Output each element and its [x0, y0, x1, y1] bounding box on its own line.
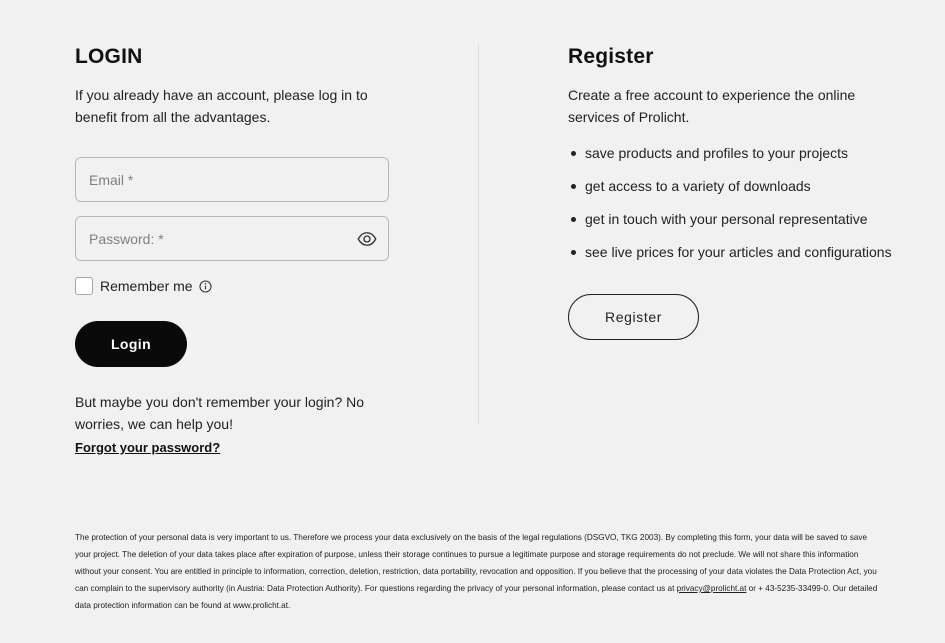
register-button[interactable]: Register [568, 294, 699, 340]
list-item: get in touch with your personal representative [568, 210, 908, 228]
info-icon[interactable] [199, 280, 212, 293]
login-section [75, 44, 395, 457]
privacy-text-end: or + 43-5235-33499-0. Our detailed data protection information can be found at www.prolicht.at. [75, 584, 878, 610]
benefits-list [568, 144, 908, 261]
register-section [568, 44, 908, 340]
eye-icon[interactable] [356, 229, 378, 249]
login-title: LOGIN [75, 45, 143, 68]
list-item: see live prices for your articles and configurations [568, 243, 908, 261]
list-item: get access to a variety of downloads [568, 177, 908, 195]
remember-me-label[interactable]: Remember me [100, 278, 193, 294]
privacy-notice [75, 529, 885, 614]
login-intro: If you already have an account, please log in to benefit from all the advantages. [75, 87, 368, 125]
email-field [75, 157, 389, 202]
password-input[interactable] [76, 217, 388, 260]
privacy-email-link[interactable]: privacy@prolicht.at [676, 584, 747, 593]
privacy-text: The protection of your personal data is very important to us. Therefore we process your data exclusively on the basis of the legal regulations (DSGVO, TKG 2003). By completing this form, your data will be saved to save your project. The deletion of your data takes place after expiration of purpose, unless their storage continues to pursue a legitimate purpose and storage requirements do not preclude. We will not share this information without your consent. You are entitled in principle to information, correction, deletion, restriction, data portability, revocation and opposition. If you believe that the processing of your data violates the Data Protection Act, you can complain to the supervisory authority (in Austria: Data Protection Authority). For questions regarding the privacy of your personal information, please contact us at [75, 533, 877, 593]
register-intro: Create a free account to experience the online services of Prolicht. [568, 87, 856, 125]
password-field [75, 216, 389, 261]
remember-me-row [75, 276, 395, 296]
login-button[interactable]: Login [75, 321, 187, 367]
register-title: Register [568, 45, 654, 68]
forgot-help-text: But maybe you don't remember your login? No worries, we can help you! [75, 394, 365, 432]
email-input[interactable] [76, 158, 388, 201]
list-item: save products and profiles to your projects [568, 144, 908, 162]
column-divider [478, 44, 479, 424]
remember-me-checkbox[interactable] [75, 277, 93, 295]
forgot-password-link[interactable]: Forgot your password? [75, 440, 221, 455]
